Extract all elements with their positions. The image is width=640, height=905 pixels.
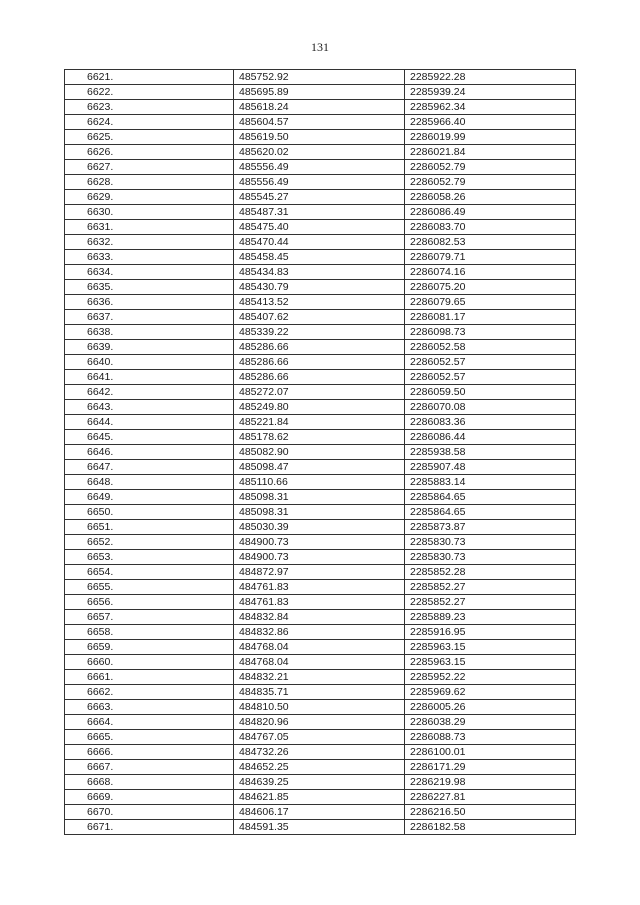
x-coordinate-cell: 485434.83	[234, 265, 405, 280]
point-number-cell: 6654.	[65, 565, 234, 580]
point-number-cell: 6629.	[65, 190, 234, 205]
point-number-cell: 6659.	[65, 640, 234, 655]
x-coordinate-cell: 485620.02	[234, 145, 405, 160]
table-row	[65, 160, 576, 175]
table-row	[65, 235, 576, 250]
table-row	[65, 280, 576, 295]
x-coordinate-cell: 484732.26	[234, 745, 405, 760]
x-coordinate-cell: 485110.66	[234, 475, 405, 490]
y-coordinate-cell: 2286083.70	[405, 220, 576, 235]
y-coordinate-cell: 2286216.50	[405, 805, 576, 820]
table-row	[65, 610, 576, 625]
x-coordinate-cell: 485604.57	[234, 115, 405, 130]
table-row	[65, 310, 576, 325]
table-row	[65, 265, 576, 280]
point-number-cell: 6658.	[65, 625, 234, 640]
point-number-cell: 6631.	[65, 220, 234, 235]
table-row	[65, 85, 576, 100]
point-number-cell: 6622.	[65, 85, 234, 100]
y-coordinate-cell: 2285962.34	[405, 100, 576, 115]
point-number-cell: 6669.	[65, 790, 234, 805]
point-number-cell: 6667.	[65, 760, 234, 775]
point-number-cell: 6648.	[65, 475, 234, 490]
x-coordinate-cell: 484652.25	[234, 760, 405, 775]
table-row	[65, 715, 576, 730]
y-coordinate-cell: 2286219.98	[405, 775, 576, 790]
x-coordinate-cell: 485098.47	[234, 460, 405, 475]
table-row	[65, 445, 576, 460]
x-coordinate-cell: 485618.24	[234, 100, 405, 115]
x-coordinate-cell: 484832.21	[234, 670, 405, 685]
y-coordinate-cell: 2285873.87	[405, 520, 576, 535]
y-coordinate-cell: 2285852.27	[405, 580, 576, 595]
table-row	[65, 385, 576, 400]
y-coordinate-cell: 2286088.73	[405, 730, 576, 745]
y-coordinate-cell: 2285830.73	[405, 550, 576, 565]
point-number-cell: 6640.	[65, 355, 234, 370]
table-row	[65, 820, 576, 835]
point-number-cell: 6668.	[65, 775, 234, 790]
y-coordinate-cell: 2286038.29	[405, 715, 576, 730]
table-row	[65, 520, 576, 535]
x-coordinate-cell: 485339.22	[234, 325, 405, 340]
table-row	[65, 550, 576, 565]
x-coordinate-cell: 485556.49	[234, 160, 405, 175]
point-number-cell: 6636.	[65, 295, 234, 310]
x-coordinate-cell: 485475.40	[234, 220, 405, 235]
point-number-cell: 6664.	[65, 715, 234, 730]
y-coordinate-cell: 2285963.15	[405, 640, 576, 655]
table-row	[65, 250, 576, 265]
y-coordinate-cell: 2285889.23	[405, 610, 576, 625]
point-number-cell: 6633.	[65, 250, 234, 265]
point-number-cell: 6628.	[65, 175, 234, 190]
point-number-cell: 6642.	[65, 385, 234, 400]
y-coordinate-cell: 2286052.79	[405, 175, 576, 190]
table-row	[65, 295, 576, 310]
x-coordinate-cell: 484621.85	[234, 790, 405, 805]
x-coordinate-cell: 485178.62	[234, 430, 405, 445]
table-row	[65, 790, 576, 805]
point-number-cell: 6657.	[65, 610, 234, 625]
y-coordinate-cell: 2286082.53	[405, 235, 576, 250]
point-number-cell: 6623.	[65, 100, 234, 115]
x-coordinate-cell: 485030.39	[234, 520, 405, 535]
y-coordinate-cell: 2286086.49	[405, 205, 576, 220]
x-coordinate-cell: 484832.84	[234, 610, 405, 625]
point-number-cell: 6666.	[65, 745, 234, 760]
point-number-cell: 6660.	[65, 655, 234, 670]
table-row	[65, 745, 576, 760]
y-coordinate-cell: 2285963.15	[405, 655, 576, 670]
y-coordinate-cell: 2285938.58	[405, 445, 576, 460]
x-coordinate-cell: 484872.97	[234, 565, 405, 580]
table-row	[65, 595, 576, 610]
x-coordinate-cell: 484761.83	[234, 595, 405, 610]
y-coordinate-cell: 2286182.58	[405, 820, 576, 835]
y-coordinate-cell: 2286171.29	[405, 760, 576, 775]
point-number-cell: 6644.	[65, 415, 234, 430]
point-number-cell: 6635.	[65, 280, 234, 295]
table-row	[65, 340, 576, 355]
x-coordinate-cell: 484835.71	[234, 685, 405, 700]
point-number-cell: 6650.	[65, 505, 234, 520]
point-number-cell: 6665.	[65, 730, 234, 745]
x-coordinate-cell: 484639.25	[234, 775, 405, 790]
x-coordinate-cell: 484591.35	[234, 820, 405, 835]
y-coordinate-cell: 2286005.26	[405, 700, 576, 715]
table-row	[65, 640, 576, 655]
x-coordinate-cell: 485249.80	[234, 400, 405, 415]
point-number-cell: 6651.	[65, 520, 234, 535]
point-number-cell: 6643.	[65, 400, 234, 415]
table-row	[65, 565, 576, 580]
y-coordinate-cell: 2285852.28	[405, 565, 576, 580]
point-number-cell: 6632.	[65, 235, 234, 250]
y-coordinate-cell: 2286100.01	[405, 745, 576, 760]
coordinates-table	[64, 69, 576, 835]
table-row	[65, 355, 576, 370]
table-row	[65, 625, 576, 640]
table-row	[65, 685, 576, 700]
y-coordinate-cell: 2285939.24	[405, 85, 576, 100]
table-row	[65, 205, 576, 220]
x-coordinate-cell: 485619.50	[234, 130, 405, 145]
point-number-cell: 6621.	[65, 70, 234, 85]
point-number-cell: 6626.	[65, 145, 234, 160]
y-coordinate-cell: 2285966.40	[405, 115, 576, 130]
y-coordinate-cell: 2286075.20	[405, 280, 576, 295]
point-number-cell: 6652.	[65, 535, 234, 550]
point-number-cell: 6671.	[65, 820, 234, 835]
x-coordinate-cell: 484768.04	[234, 640, 405, 655]
point-number-cell: 6646.	[65, 445, 234, 460]
x-coordinate-cell: 484767.05	[234, 730, 405, 745]
point-number-cell: 6627.	[65, 160, 234, 175]
page-number: 131	[311, 40, 329, 54]
x-coordinate-cell: 484820.96	[234, 715, 405, 730]
point-number-cell: 6670.	[65, 805, 234, 820]
point-number-cell: 6625.	[65, 130, 234, 145]
x-coordinate-cell: 485695.89	[234, 85, 405, 100]
x-coordinate-cell: 485430.79	[234, 280, 405, 295]
y-coordinate-cell: 2285864.65	[405, 505, 576, 520]
point-number-cell: 6641.	[65, 370, 234, 385]
table-row	[65, 70, 576, 85]
table-row	[65, 100, 576, 115]
y-coordinate-cell: 2286052.58	[405, 340, 576, 355]
y-coordinate-cell: 2286079.71	[405, 250, 576, 265]
table-row	[65, 220, 576, 235]
point-number-cell: 6661.	[65, 670, 234, 685]
table-row	[65, 370, 576, 385]
table-row	[65, 730, 576, 745]
table-row	[65, 400, 576, 415]
x-coordinate-cell: 484900.73	[234, 550, 405, 565]
x-coordinate-cell: 485407.62	[234, 310, 405, 325]
table-row	[65, 325, 576, 340]
x-coordinate-cell: 485487.31	[234, 205, 405, 220]
point-number-cell: 6638.	[65, 325, 234, 340]
table-row	[65, 505, 576, 520]
y-coordinate-cell: 2286059.50	[405, 385, 576, 400]
table-row	[65, 760, 576, 775]
point-number-cell: 6647.	[65, 460, 234, 475]
point-number-cell: 6639.	[65, 340, 234, 355]
x-coordinate-cell: 485752.92	[234, 70, 405, 85]
table-row	[65, 415, 576, 430]
table-row	[65, 190, 576, 205]
point-number-cell: 6634.	[65, 265, 234, 280]
table-row	[65, 145, 576, 160]
table-row	[65, 130, 576, 145]
point-number-cell: 6655.	[65, 580, 234, 595]
x-coordinate-cell: 485221.84	[234, 415, 405, 430]
y-coordinate-cell: 2285916.95	[405, 625, 576, 640]
x-coordinate-cell: 485545.27	[234, 190, 405, 205]
table-row	[65, 175, 576, 190]
point-number-cell: 6662.	[65, 685, 234, 700]
point-number-cell: 6653.	[65, 550, 234, 565]
y-coordinate-cell: 2286058.26	[405, 190, 576, 205]
y-coordinate-cell: 2286052.57	[405, 370, 576, 385]
y-coordinate-cell: 2286074.16	[405, 265, 576, 280]
table-row	[65, 460, 576, 475]
x-coordinate-cell: 485098.31	[234, 490, 405, 505]
y-coordinate-cell: 2286019.99	[405, 130, 576, 145]
x-coordinate-cell: 485286.66	[234, 370, 405, 385]
table-row	[65, 700, 576, 715]
coordinates-table-body	[65, 70, 576, 835]
y-coordinate-cell: 2285922.28	[405, 70, 576, 85]
x-coordinate-cell: 485470.44	[234, 235, 405, 250]
y-coordinate-cell: 2285907.48	[405, 460, 576, 475]
x-coordinate-cell: 484810.50	[234, 700, 405, 715]
y-coordinate-cell: 2286079.65	[405, 295, 576, 310]
y-coordinate-cell: 2286021.84	[405, 145, 576, 160]
x-coordinate-cell: 485458.45	[234, 250, 405, 265]
table-row	[65, 580, 576, 595]
table-row	[65, 430, 576, 445]
y-coordinate-cell: 2285852.27	[405, 595, 576, 610]
y-coordinate-cell: 2285864.65	[405, 490, 576, 505]
x-coordinate-cell: 484606.17	[234, 805, 405, 820]
point-number-cell: 6649.	[65, 490, 234, 505]
x-coordinate-cell: 484900.73	[234, 535, 405, 550]
table-row	[65, 535, 576, 550]
table-row	[65, 670, 576, 685]
table-row	[65, 655, 576, 670]
point-number-cell: 6645.	[65, 430, 234, 445]
y-coordinate-cell: 2286070.08	[405, 400, 576, 415]
y-coordinate-cell: 2286052.57	[405, 355, 576, 370]
x-coordinate-cell: 484832.86	[234, 625, 405, 640]
x-coordinate-cell: 484768.04	[234, 655, 405, 670]
table-row	[65, 775, 576, 790]
x-coordinate-cell: 484761.83	[234, 580, 405, 595]
y-coordinate-cell: 2286052.79	[405, 160, 576, 175]
table-row	[65, 115, 576, 130]
x-coordinate-cell: 485082.90	[234, 445, 405, 460]
y-coordinate-cell: 2286086.44	[405, 430, 576, 445]
point-number-cell: 6656.	[65, 595, 234, 610]
point-number-cell: 6637.	[65, 310, 234, 325]
y-coordinate-cell: 2286081.17	[405, 310, 576, 325]
point-number-cell: 6624.	[65, 115, 234, 130]
x-coordinate-cell: 485286.66	[234, 340, 405, 355]
y-coordinate-cell: 2286098.73	[405, 325, 576, 340]
x-coordinate-cell: 485413.52	[234, 295, 405, 310]
x-coordinate-cell: 485286.66	[234, 355, 405, 370]
table-row	[65, 490, 576, 505]
table-row	[65, 475, 576, 490]
point-number-cell: 6663.	[65, 700, 234, 715]
x-coordinate-cell: 485098.31	[234, 505, 405, 520]
y-coordinate-cell: 2286227.81	[405, 790, 576, 805]
y-coordinate-cell: 2285883.14	[405, 475, 576, 490]
x-coordinate-cell: 485556.49	[234, 175, 405, 190]
y-coordinate-cell: 2285830.73	[405, 535, 576, 550]
y-coordinate-cell: 2285969.62	[405, 685, 576, 700]
table-row	[65, 805, 576, 820]
x-coordinate-cell: 485272.07	[234, 385, 405, 400]
y-coordinate-cell: 2285952.22	[405, 670, 576, 685]
point-number-cell: 6630.	[65, 205, 234, 220]
y-coordinate-cell: 2286083.36	[405, 415, 576, 430]
